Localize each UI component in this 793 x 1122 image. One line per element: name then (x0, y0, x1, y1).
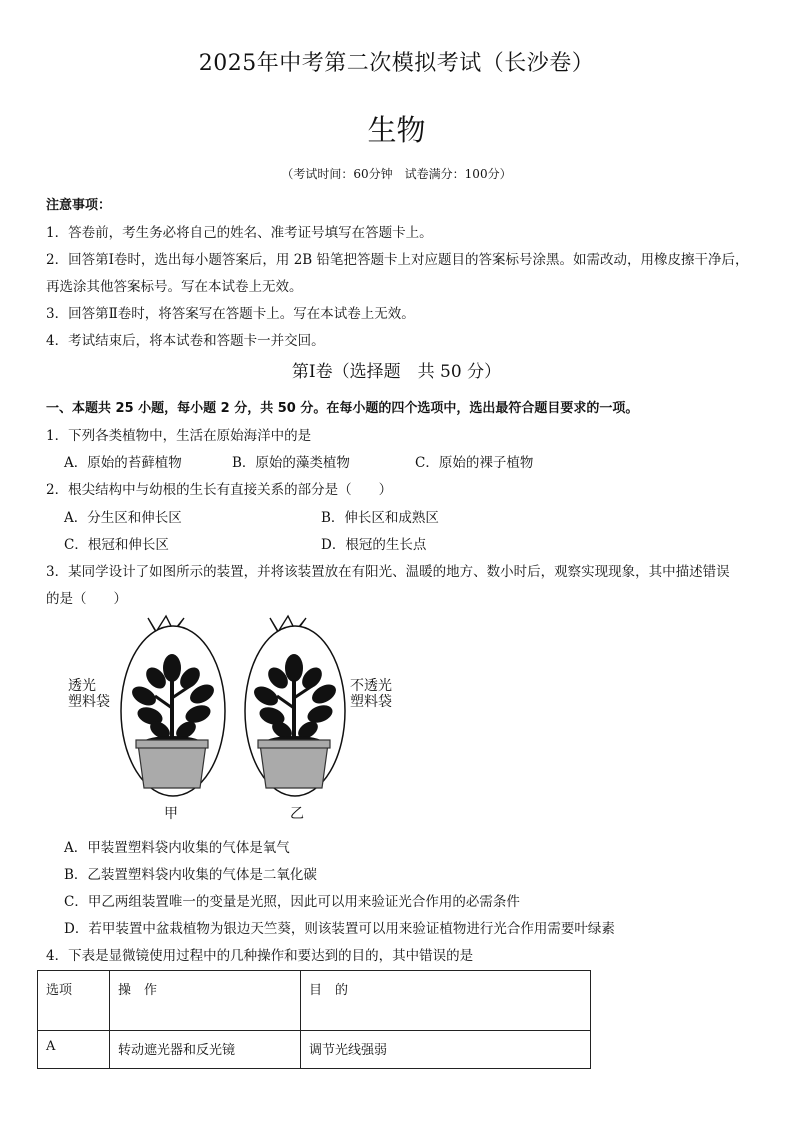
subject-title: 生物 (367, 113, 426, 147)
q4-stem: 4．下表是显微镜使用过程中的几种操作和要达到的目的，其中错误的是 (46, 948, 474, 964)
q2-option-a: A．分生区和伸长区 (64, 510, 182, 526)
notice-item-4: 4．考试结束后，将本试卷和答题卡一并交回。 (46, 333, 325, 349)
q3-option-b: B．乙装置塑料袋内收集的气体是二氧化碳 (64, 867, 317, 883)
notice-item-2-cont: 再选涂其他答案标号。写在本试卷上无效。 (46, 279, 303, 295)
plant-bag-experiment-figure (60, 608, 420, 823)
header-purpose: 目 的 (301, 971, 591, 1031)
q3-option-c: C．甲乙两组装置唯一的变量是光照，因此可以用来验证光合作用的必需条件 (64, 894, 520, 910)
bag-jia (121, 616, 225, 796)
label-opaque-1: 不透光 (350, 678, 392, 694)
q2-option-b: B．伸长区和成熟区 (321, 510, 439, 526)
notice-heading: 注意事项： (46, 198, 112, 213)
q2-option-d: D．根冠的生长点 (321, 537, 427, 553)
q3-option-d: D．若甲装置中盆栽植物为银边天竺葵，则该装置可以用来验证植物进行光合作用需要叶绿素 (64, 921, 615, 937)
q3-stem-cont: 的是（ ） (46, 591, 127, 607)
section-title: 第Ⅰ卷（选择题 共 50 分） (291, 362, 502, 382)
header-operation: 操 作 (110, 971, 301, 1031)
notice-item-1: 1．答卷前，考生务必将自己的姓名、准考证号填写在答题卡上。 (46, 225, 433, 241)
table-row (38, 1031, 591, 1069)
exam-info: （考试时间：60分钟 试卷满分：100分） (281, 167, 512, 181)
table-cell: A (38, 1031, 110, 1069)
table-cell: 调节光线强弱 (301, 1031, 591, 1069)
q1-option-a: A．原始的苔藓植物 (64, 455, 182, 471)
microscope-operation-table (37, 970, 591, 1069)
caption-yi: 乙 (290, 806, 304, 822)
q1-stem: 1．下列各类植物中，生活在原始海洋中的是 (46, 428, 312, 444)
caption-jia: 甲 (164, 806, 178, 822)
bag-yi (245, 616, 345, 796)
table-cell: 转动遮光器和反光镜 (110, 1031, 301, 1069)
header-option: 选项 (38, 971, 110, 1031)
q1-option-c: C．原始的裸子植物 (415, 455, 534, 471)
notice-item-3: 3．回答第Ⅱ卷时，将答案写在答题卡上。写在本试卷上无效。 (46, 306, 415, 322)
q2-stem: 2．根尖结构中与幼根的生长有直接关系的部分是（ ） (46, 482, 393, 498)
q2-option-c: C．根冠和伸长区 (64, 537, 169, 553)
q3-stem: 3．某同学设计了如图所示的装置，并将该装置放在有阳光、温暖的地方、数小时后，观察实现现象，其中描述错误 (46, 564, 730, 580)
section-instruction: 一、本题共 25 小题，每小题 2 分，共 50 分。在每小题的四个选项中，选出最符合题目要求的一项。 (46, 401, 639, 416)
q3-option-a: A．甲装置塑料袋内收集的气体是氧气 (64, 840, 290, 856)
label-opaque-2: 塑料袋 (350, 694, 392, 710)
label-transparent-1: 透光 (68, 678, 96, 694)
q1-option-b: B．原始的藻类植物 (232, 455, 350, 471)
table-header-row (38, 971, 591, 1031)
exam-title: 2025年中考第二次模拟考试（长沙卷） (198, 51, 595, 76)
notice-item-2: 2．回答第Ⅰ卷时，选出每小题答案后，用 2B 铅笔把答题卡上对应题目的答案标号涂黑。如需改动，用橡皮擦干净后， (46, 252, 749, 268)
label-transparent-2: 塑料袋 (68, 694, 110, 710)
